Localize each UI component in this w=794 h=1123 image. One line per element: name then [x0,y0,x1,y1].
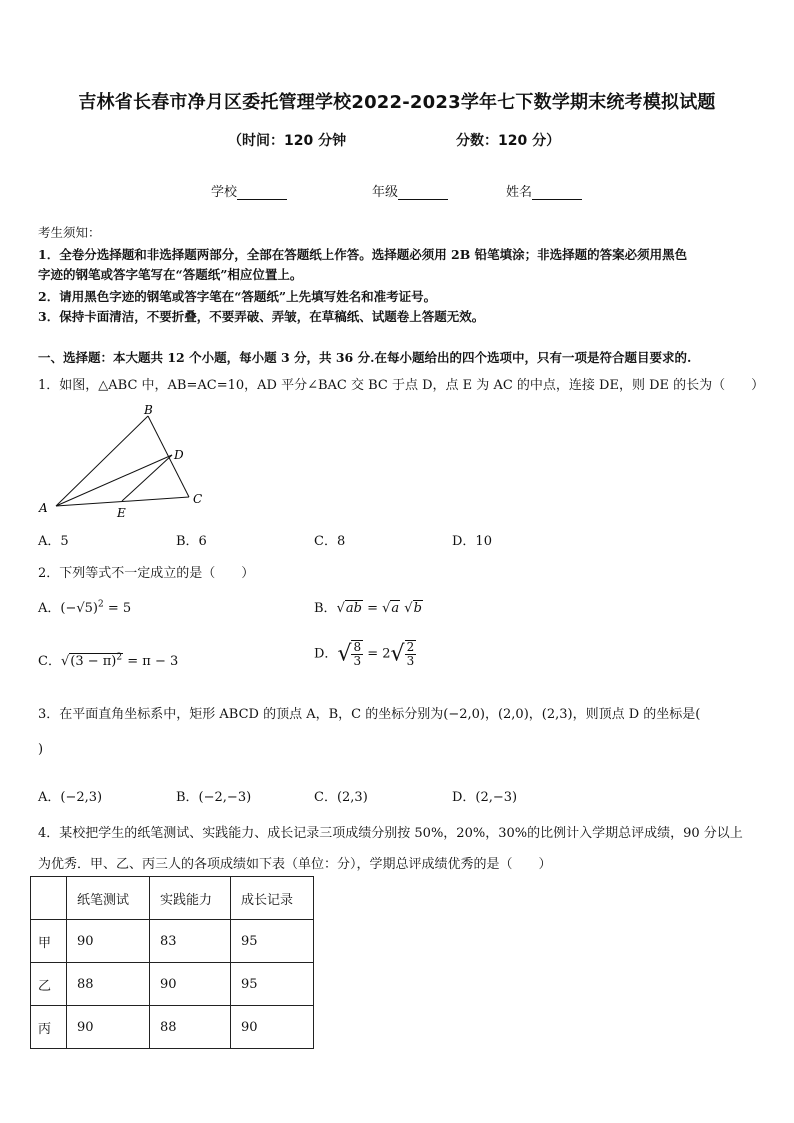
math-rhs: = 5 [103,601,132,616]
option-label: B． [314,601,337,616]
sqrt-symbol: √ [337,641,352,667]
math-fraction [405,640,417,668]
table-cell: 90 [67,920,150,963]
option-label: A． [38,601,61,616]
math-equals: = [362,601,383,616]
math-fraction [351,640,363,668]
section-heading: 一、选择题：本大题共 12 个小题，每小题 3 分，共 36 分.在每小题给出的四个选项中，只有一项是符合题目要求的. [38,350,692,365]
question-3-stem-end: ) [38,742,44,757]
exam-score: 分数：120 分） [456,133,561,149]
label-e: E [117,506,126,520]
q1-option-a[interactable]: A．5 [38,534,69,549]
table-cell: 90 [231,1006,314,1049]
q2-option-a[interactable] [38,597,131,616]
notice-item: 字迹的钢笔或答字笔写在“答题纸”相应位置上。 [38,267,303,282]
q3-option-d[interactable]: D．(2,−3) [452,790,518,805]
table-header-cell: 纸笔测试 [67,877,150,920]
math-base: (−√5) [60,601,98,616]
label-d: D [174,448,184,462]
denominator: 3 [353,654,362,668]
q3-option-c[interactable]: C．(2,3) [314,790,368,805]
numerator: 8 [353,640,362,654]
table-cell: 88 [150,1006,231,1049]
table-header-cell: 成长记录 [231,877,314,920]
math-radicand: a [391,601,400,616]
school-label: 学校 [211,185,238,200]
question-3-stem: 3．在平面直角坐标系中，矩形 ABCD 的顶点 A，B，C 的坐标分别为(−2,0)，(2,0)，(2,3)，则顶点 D 的坐标是( [38,707,701,722]
exam-time: （时间：120 分钟 [228,133,347,149]
numerator: 2 [406,640,415,654]
triangle-figure [34,402,214,520]
q1-option-d[interactable]: D．10 [452,534,492,549]
table-cell: 83 [150,920,231,963]
q1-option-c[interactable]: C．8 [314,534,346,549]
denominator: 3 [406,654,415,668]
page-title: 吉林省长春市净月区委托管理学校2022-2023学年七下数学期末统考模拟试题 [78,92,716,113]
label-b: B [144,403,153,417]
sqrt-symbol: √ [60,654,70,669]
name-field [506,181,582,200]
question-2-stem: 2．下列等式不一定成立的是（ ） [38,566,255,581]
notice-item: 3．保持卡面清洁，不要折叠，不要弄破、弄皱，在草稿纸、试题卷上答题无效。 [38,309,485,324]
q2-option-d[interactable] [314,640,416,668]
grade-label: 年级 [372,185,399,200]
notice-item: 1．全卷分选择题和非选择题两部分，全部在答题纸上作答。选择题必须用 2B 铅笔填涂；非选择题的答案必须用黑色 [38,247,688,262]
school-blank [237,185,287,200]
name-blank [532,185,582,200]
label-a: A [39,501,48,515]
table-cell: 88 [67,963,150,1006]
score-table [30,876,314,1049]
question-4-stem-cont: 为优秀．甲、乙、丙三人的各项成绩如下表（单位：分），学期总评成绩优秀的是（ ） [38,857,552,872]
table-row [31,1006,314,1049]
table-header-row [31,877,314,920]
school-field [211,181,287,200]
notice-item: 2．请用黑色字迹的钢笔或答字笔在“答题纸”上先填写姓名和准考证号。 [38,289,437,304]
grade-field [372,181,448,200]
sqrt-symbol: √ [382,601,391,616]
name-label: 姓名 [506,185,533,200]
table-header-cell: 实践能力 [150,877,231,920]
math-radicand: b [413,601,422,616]
math-radicand [69,653,123,669]
grade-blank [398,185,448,200]
sqrt-symbol: √ [400,601,413,616]
math-radicand: ab [345,601,362,616]
sqrt-symbol: √ [390,641,405,667]
q3-option-a[interactable]: A．(−2,3) [38,790,103,805]
math-rhs: = π − 3 [123,654,179,669]
table-row [31,920,314,963]
question-4-stem: 4．某校把学生的纸笔测试、实践能力、成长记录三项成绩分别按 50%，20%，30%的比例计入学期总评成绩，90 分以上 [38,826,743,841]
question-1-stem: 1．如图，△ABC 中，AB=AC=10，AD 平分∠BAC 交 BC 于点 D，点 E 为 AC 的中点，连接 DE，则 DE 的长为（ ） [38,378,765,393]
table-cell: 95 [231,963,314,1006]
math-inner: (3 − π) [70,654,117,669]
label-c: C [193,492,203,506]
table-row [31,963,314,1006]
sqrt-symbol: √ [336,601,345,616]
table-cell: 90 [150,963,231,1006]
table-cell: 丙 [31,1006,67,1049]
option-label: D． [314,646,338,662]
table-header-cell [31,877,67,920]
option-label: C． [38,654,61,669]
table-cell: 甲 [31,920,67,963]
q1-option-b[interactable]: B．6 [176,534,207,549]
table-cell: 90 [67,1006,150,1049]
math-equals: = 2 [363,646,391,662]
table-cell: 95 [231,920,314,963]
notice-heading: 考生须知： [38,225,101,240]
table-cell: 乙 [31,963,67,1006]
math-exponent: 2 [116,652,123,663]
math-exponent: 2 [97,599,104,610]
q2-option-b[interactable] [314,597,423,616]
q2-option-c[interactable] [38,650,178,669]
q3-option-b[interactable]: B．(−2,−3) [176,790,252,805]
